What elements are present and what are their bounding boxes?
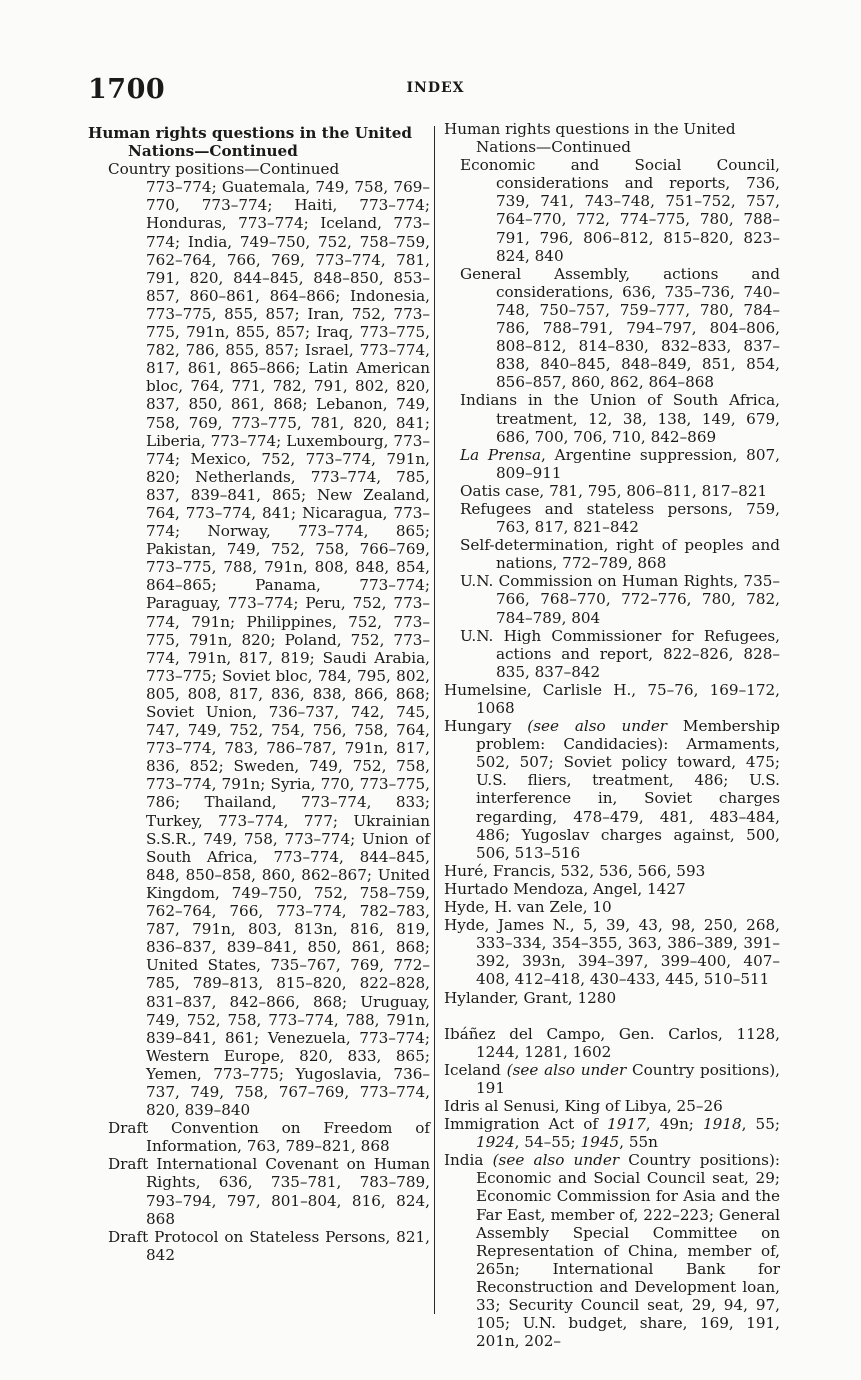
iceland-see-also: (see also under bbox=[506, 1060, 627, 1079]
iceland-label: Iceland bbox=[444, 1060, 507, 1079]
entry-hure: Huré, Francis, 532, 536, 566, 593 bbox=[444, 861, 706, 880]
entry-heading: Human rights questions in the United bbox=[444, 120, 736, 138]
entry-hyde-h: Hyde, H. van Zele, 10 bbox=[444, 898, 612, 917]
page-title: INDEX bbox=[406, 80, 465, 96]
subentry-un-commission: U.N. Commission on Human Rights, 735–766, 768–770, 772–776, 780, 782, 784–789, 804 bbox=[460, 572, 780, 627]
subentry-indians-south-africa: Indians in the Union of South Africa, treatment, 12, 38, 138, 149, 679, 686, 700, 706, 710, 842–869 bbox=[460, 391, 780, 446]
immigration-year-1924: 1924 bbox=[476, 1133, 515, 1152]
subentry-general-assembly: General Assembly, actions and considerations, 636, 735–736, 740–748, 750–757, 759–777, 780, 784–786, 788–791, 794–797, 804–806, 808–812, 814–830, 832–833, 837–838, 840–845, 848–849, 851, 854, 856–857, 860, 862, 864–868 bbox=[460, 264, 780, 392]
la-prensa-rest: , Argentine suppression, 807, 809–911 bbox=[496, 445, 780, 482]
subentry-self-determination: Self-determination, right of peoples and nations, 772–789, 868 bbox=[460, 536, 780, 573]
subentry-draft-convention: Draft Convention on Freedom of Information, 763, 789–821, 868 bbox=[108, 1119, 430, 1156]
country-positions-text: 773–774; Guatemala, 749, 758, 769–770, 773–774; Haiti, 773–774; Honduras, 773–774; Iceland, 773–774; India, 749–750, 752, 758–759, 762–764, 766, 769, 773–774, 781, 791, 820, 844–845, 848–850, 853–857, 860–861, 864–866; Indonesia, 773–775, 855, 857; Iran, 752, 773–775, 791n, 855, 857; Iraq, 773–775, 782, 786, 855, 857; Israel, 773–774, 817, 861, 865–866; Latin American bloc, 764, 771, 782, 791, 802, 820, 837, 850, 861, 868; Lebanon, 749, 758, 769, 773–775, 781, 820, 841; Liberia, 773–774; Luxembourg, 773–774; Mexico, 752, 773–774, 791n, 820; Netherlands, 773–774, 785, 837, 839–841, 865; New Zealand, 764, 773–774, 841; Nicaragua, 773–774; Norway, 773–774, 865; Pakistan, 749, 752, 758, 766–769, 773–775, 788, 791n, 808, 848, 854, 864–865; Panama, 773–774; Paraguay, 773–774; Peru, 752, 773–774, 791n; Philippines, 752, 773–775, 791n, 820; Poland, 752, 773–774, 791n, 817, 819; Saudi Arabia, 773–775; Soviet bloc, 784, 795, 802, 805, 808, 817, 836, 838, 866, 868; Soviet Union, 736–737, 742, 745, 747, 749, 752, 754, 756, 758, 764, 773–774, 783, 786–787, 791n, 817, 836, 852; Sweden, 749, 752, 758, 773–774, 791n; Syria, 770, 773–775, 786; Thailand, 773–774, 833; Turkey, 773–774, 777; Ukrainian S.S.R., 749, 758, 773–774; Union of South Africa, 773–774, 844–845, 848, 850–858, 860, 862–867; United Kingdom, 749–750, 752, 758–759, 762–764, 766, 773–774, 782–783, 787, 791n, 803, 813n, 816, 819, 836–837, 839–841, 850, 861, 868; United States, 735–767, 769, 772–785, 789–813, 815–820, 822–828, 831–837, 842–866, 868; Uruguay, 749, 752, 758, 773–774, 788, 791n, 839–841, 861; Venezuela, 773–774; Western Europe, 820, 833, 865; Yemen, 773–775; Yugoslavia, 736–737, 749, 758, 767–769, 773–774, 820, 839–840 bbox=[146, 178, 430, 1120]
left-column bbox=[88, 124, 430, 1264]
entry-india bbox=[444, 1151, 780, 1350]
entry-humelsine: Humelsine, Carlisle H., 75–76, 169–172, 1068 bbox=[444, 680, 780, 717]
subentry-ecosoc: Economic and Social Council, considerations and reports, 736, 739, 741, 743–748, 751–752, 757, 764–770, 772, 774–775, 780, 788–791, 796, 806–812, 815–820, 823–824, 840 bbox=[460, 156, 780, 265]
subentry-un-high-commissioner: U.N. High Commissioner for Refugees, actions and report, 822–826, 828–835, 837–842 bbox=[460, 626, 780, 681]
entry-hungary bbox=[444, 717, 780, 862]
india-see-also: (see also under bbox=[492, 1151, 620, 1170]
hungary-rest: Membership problem: Candidacies): Armaments, 502, 507; Soviet policy toward, 475; U.S. fliers, treatment, 486; U.S. interference in, Soviet charges regarding, 478–479, 481, 483–484, 486; Yugoslav charges against, 500, 506, 513–516 bbox=[476, 717, 780, 862]
immigration-pages-2: , 55; bbox=[741, 1115, 780, 1134]
immigration-year-1918: 1918 bbox=[702, 1115, 742, 1134]
immigration-pages-3: , 54–55; bbox=[514, 1133, 581, 1152]
entry-heading-continued: Nations—Continued bbox=[476, 138, 631, 157]
right-column bbox=[444, 120, 780, 1350]
page-number: 1700 bbox=[88, 74, 166, 105]
entry-heading: Human rights questions in the United bbox=[88, 124, 413, 142]
entry-hurtado-mendoza: Hurtado Mendoza, Angel, 1427 bbox=[444, 879, 686, 898]
subentry-oatis-case: Oatis case, 781, 795, 806–811, 817–821 bbox=[460, 481, 768, 500]
entry-ibanez: Ibáñez del Campo, Gen. Carlos, 1128, 1244, 1281, 1602 bbox=[444, 1024, 780, 1061]
immigration-pages-4: , 55n bbox=[619, 1133, 658, 1152]
entry-heading-continued: Nations—Continued bbox=[128, 142, 298, 161]
subentry-draft-covenant: Draft International Covenant on Human Rights, 636, 735–781, 783–789, 793–794, 797, 801–804, 816, 824, 868 bbox=[108, 1155, 430, 1228]
subentry-draft-protocol: Draft Protocol on Stateless Persons, 821, 842 bbox=[108, 1227, 430, 1264]
column-divider bbox=[434, 126, 435, 1314]
iceland-rest: Country positions), 191 bbox=[476, 1060, 780, 1097]
immigration-year-1945: 1945 bbox=[580, 1133, 620, 1152]
india-label: India bbox=[444, 1151, 493, 1170]
immigration-year-1917: 1917 bbox=[607, 1115, 646, 1134]
immigration-label: Immigration Act of bbox=[444, 1115, 608, 1134]
hungary-see-also: (see also under bbox=[527, 717, 668, 736]
letter-gap bbox=[444, 1007, 780, 1025]
immigration-pages-1: , 49n; bbox=[645, 1115, 703, 1134]
subheading-country-positions: Country positions—Continued bbox=[108, 160, 340, 179]
la-prensa-italic: La Prensa bbox=[460, 445, 542, 464]
hungary-label: Hungary bbox=[444, 717, 528, 736]
entry-hylander: Hylander, Grant, 1280 bbox=[444, 988, 617, 1007]
subentry-refugees: Refugees and stateless persons, 759, 763, 817, 821–842 bbox=[460, 499, 780, 537]
entry-idris: Idris al Senusi, King of Libya, 25–26 bbox=[444, 1096, 723, 1115]
entry-iceland bbox=[444, 1061, 780, 1097]
subentry-la-prensa bbox=[444, 446, 780, 482]
entry-hyde-james: Hyde, James N., 5, 39, 43, 98, 250, 268, 333–334, 354–355, 363, 386–389, 391–392, 393n, 394–397, 399–400, 407–408, 412–418, 430–433, 445, 510–511 bbox=[444, 916, 780, 989]
india-rest: Country positions): Economic and Social Council seat, 29; Economic Commission for Asia and the Far East, member of, 222–223; General Assembly Special Committee on Representation of China, member of, 265n; International Bank for Reconstruction and Development loan, 33; Security Council seat, 29, 94, 97, 105; U.N. budget, share, 169, 191, 201n, 202– bbox=[476, 1151, 781, 1351]
entry-immigration-act bbox=[444, 1115, 780, 1151]
